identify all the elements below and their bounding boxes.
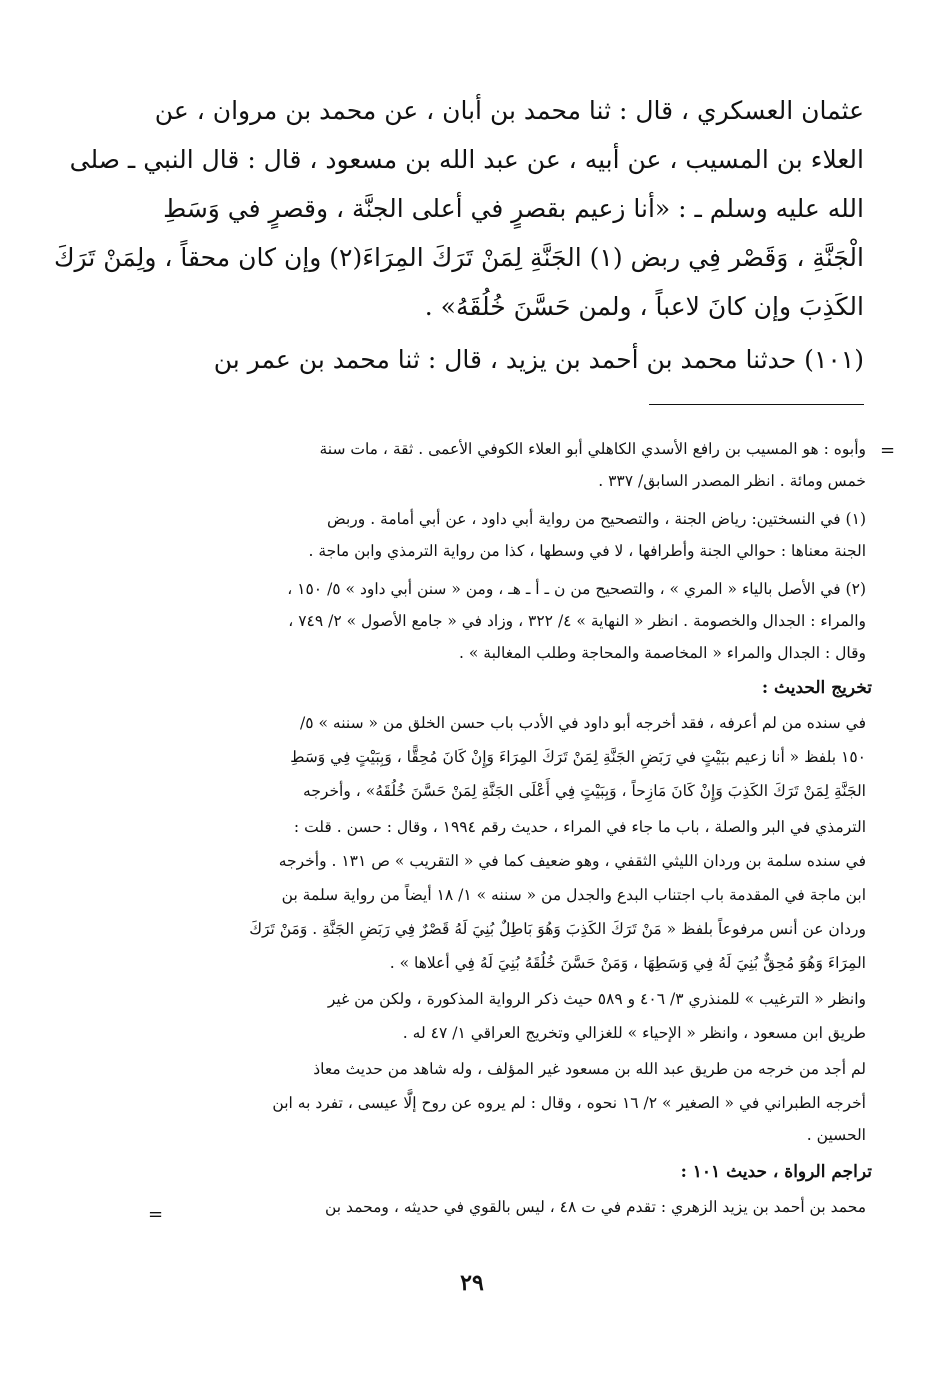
main-text-line: الْجَنَّةِ ، وَقَصْر فِي ربض (١) الجَنَّةِ لِمَنْ تَرَكَ المِرَاءَ(٢) وإن كان محقاً ، ولِمَنْ تَرَكَ [53, 243, 864, 272]
tarajim-line: محمد بن أحمد بن يزيد الزهري : تقدم في ت ٤٨ ، ليس بالقوي في حديثه ، ومحمد بن [324, 1198, 866, 1216]
footnote-line: وقال : الجدال والمراء « المخاصمة والمحاجة وطلب المغالبة » . [459, 644, 866, 662]
footnote-line: الجنة معناها : حوالي الجنة وأطرافها ، لا في وسطها ، كذا من رواية الترمذي وابن ماجة . [308, 542, 866, 560]
page-number: ٢٩ [460, 1270, 484, 1296]
takhrij-line: المِرَاءَ وَهُوَ مُحِقٌّ بُنِيَ لَهُ فِي وَسَطِهَا ، وَمَنْ حَسَّنَ خُلُقَهُ بُنِيَ لَهُ فِي أعلاها » . [389, 954, 866, 972]
continuation-mark-bottom: = [148, 1204, 164, 1225]
main-text-line: العلاء بن المسيب ، عن أبيه ، عن عبد الله بن مسعود ، قال : قال النبي ـ صلى [69, 145, 864, 174]
footnote-2: (٢) في الأصل بالياء « المري » ، والتصحيح من ن ـ أ ـ هـ ، ومن « سنن أبي داود » ٥/ ١٥٠ ، [287, 580, 866, 598]
takhrij-line: في سنده سلمة بن وردان الليثي الثقفي ، وهو ضعيف كما في « التقريب » ص ١٣١ . وأخرجه [278, 852, 866, 870]
takhrij-line: وانظر « الترغيب » للمنذري ٣/ ٤٠٦ و ٥٨٩ حيث ذكر الرواية المذكورة ، ولكن من غير [327, 990, 866, 1008]
takhrij-line: الحسين . [806, 1126, 866, 1144]
main-text-line: الله عليه وسلم ـ : «أنا زعيم بقصرٍ في أعلى الجنَّة ، وقصرٍ في وَسَطِ [163, 194, 864, 223]
takhrij-line: ١٥٠ بلفظ « أنا زعيم ببَيْتٍ في رَبَضِ الجَنَّةِ لِمَنْ تَرَكَ المِرَاءَ وَإِنْ كَانَ مُحِقًّا ، وَبِبَيْتٍ فِي وَسَطِ [290, 748, 866, 766]
footnote-line: خمس ومائة . انظر المصدر السابق/ ٣٣٧ . [598, 472, 866, 490]
takhrij-heading: تخريج الحديث : [761, 678, 872, 698]
main-text-line: عثمان العسكري ، قال : ثنا محمد بن أبان ، عن محمد بن مروان ، عن [154, 96, 864, 125]
footnote-line: والمراء : الجدال والخصومة . انظر « النهاية » ٤/ ٣٢٢ ، وزاد في « جامع الأصول » ٢/ ٧٤٩ ، [288, 612, 866, 630]
footnote-1: (١) في النسختين: رياض الجنة ، والتصحيح من رواية أبي داود ، عن أبي أمامة . وربض [327, 510, 866, 528]
takhrij-line: طريق ابن مسعود ، وانظر « الإحياء » للغزالي وتخريج العراقي ١/ ٤٧ له . [402, 1024, 866, 1042]
main-text-line: الكَذِبَ وإن كانَ لاعباً ، ولمن حَسَّنَ خُلُقَهُ» . [424, 292, 864, 321]
takhrij-line: لم أجد من خرجه من طريق عبد الله بن مسعود غير المؤلف ، وله شاهد من حديث معاذ [313, 1060, 866, 1078]
hadith-101-start: (١٠١) حدثنا محمد بن أحمد بن يزيد ، قال : ثنا محمد بن عمر بن [213, 345, 864, 374]
takhrij-line: أخرجه الطبراني في « الصغير » ٢/ ١٦ نحوه ، وقال : لم يروه عن روح إلَّا عيسى ، تفرد به ابن [272, 1094, 866, 1112]
takhrij-line: الجَنَّةِ لِمَنْ تَرَكَ الكَذِبَ وَإِنْ كَانَ مَازِحاً ، وَبِبَيْتٍ فِي أَعْلَى الجَنَّةِ لِمَنْ حَسَّنَ خُلُقَهُ» ، وأخرجه [303, 782, 866, 800]
tarajim-heading: تراجم الرواة ، حديث ١٠١ : [680, 1162, 872, 1182]
takhrij-line: ابن ماجة في المقدمة باب اجتناب البدع والجدل من « سننه » ١/ ١٨ أيضاً من رواية سلمة بن [281, 886, 866, 904]
takhrij-line: الترمذي في البر والصلة ، باب ما جاء في المراء ، حديث رقم ١٩٩٤ ، وقال : حسن . قلت : [293, 818, 866, 836]
footnote-line: وأبوه : هو المسيب بن رافع الأسدي الكاهلي أبو العلاء الكوفي الأعمى . ثقة ، مات سنة [319, 440, 866, 458]
takhrij-line: وردان عن أنس مرفوعاً بلفظ « مَنْ تَرَكَ الكَذِبَ وَهُوَ بَاطِلٌ بُنِيَ لَهُ قَصْرٌ فِي رَبَضِ الجَنَّةِ . وَمَنْ تَرَكَ [249, 920, 866, 938]
footnote-separator [649, 404, 864, 405]
takhrij-line: في سنده من لم أعرفه ، فقد أخرجه أبو داود في الأدب باب حسن الخلق من « سننه » ٥/ [300, 714, 866, 732]
continuation-mark-top: = [880, 440, 896, 461]
